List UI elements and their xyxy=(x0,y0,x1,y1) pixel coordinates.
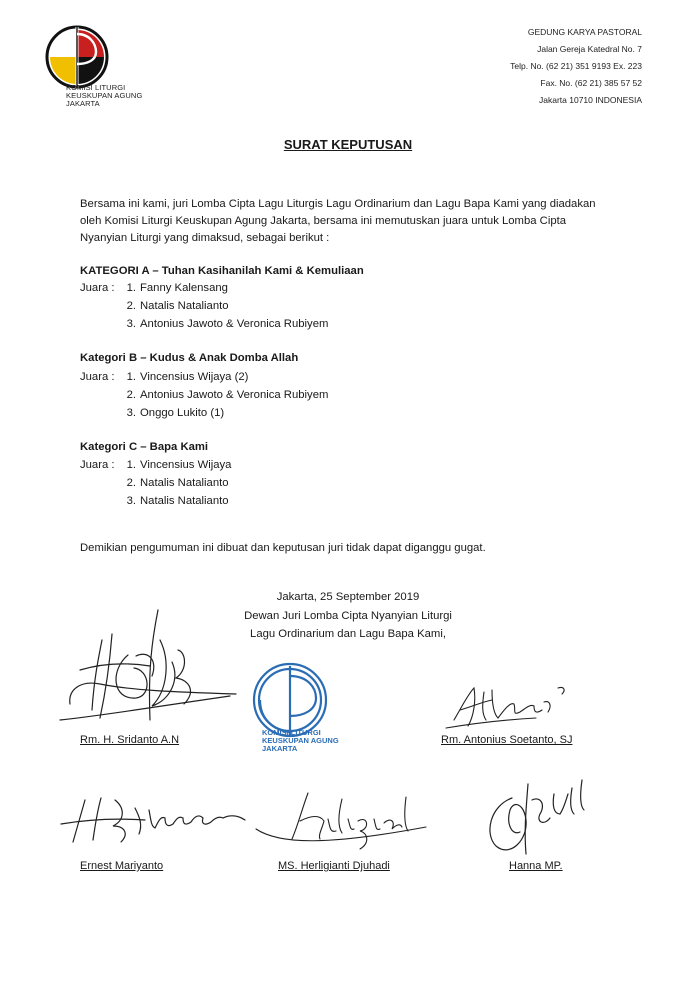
address-line: Telp. No. (62 21) 351 9193 Ex. 223 xyxy=(510,61,642,71)
address-line: Jalan Gereja Katedral No. 7 xyxy=(537,44,642,54)
winner-number: 3. xyxy=(126,318,136,330)
logo-text xyxy=(66,84,142,108)
place-line: Lagu Ordinarium dan Lagu Bapa Kami, xyxy=(250,628,446,640)
signatory-name: Ernest Mariyanto xyxy=(80,860,164,872)
logo-line: KOMISI LITURGI xyxy=(66,83,126,92)
winner-name: Fanny Kalensang xyxy=(140,282,228,294)
place-line: Dewan Juri Lomba Cipta Nyanyian Liturgi xyxy=(244,609,452,622)
signatory-name: Hanna MP. xyxy=(509,860,563,872)
address-line: Jakarta 10710 INDONESIA xyxy=(539,95,642,105)
winner-name: Natalis Natalianto xyxy=(140,477,229,489)
winner-name: Natalis Natalianto xyxy=(140,495,229,507)
winner-number: 1. xyxy=(126,282,136,294)
winner-name: Vincensius Wijaya (2) xyxy=(140,371,249,383)
category-c-heading: Kategori C – Bapa Kami xyxy=(80,441,209,453)
category-a-heading: KATEGORI A – Tuhan Kasihanilah Kami & Kemuliaan xyxy=(80,265,364,277)
juara-label: Juara : xyxy=(80,371,115,383)
intro-paragraph xyxy=(80,196,620,247)
stamp-text xyxy=(262,729,339,752)
winner-number: 3. xyxy=(126,495,136,507)
signatory-name: Rm. Antonius Soetanto, SJ xyxy=(441,734,573,746)
address-block xyxy=(510,24,642,109)
signatory-name: MS. Herligianti Djuhadi xyxy=(278,860,390,872)
stamp-line: JAKARTA xyxy=(262,743,298,753)
signature-herligianti xyxy=(250,785,430,855)
signature-mariyanto xyxy=(55,790,255,850)
official-stamp xyxy=(238,660,378,770)
intro-line: Bersama ini kami, juri Lomba Cipta Lagu Liturgis Lagu Ordinarium dan Lagu Bapa Kami yang diadakan xyxy=(80,198,596,210)
winner-number: 2. xyxy=(126,477,136,489)
place-line: Jakarta, 25 September 2019 xyxy=(276,591,420,603)
category-b-heading: Kategori B – Kudus & Anak Domba Allah xyxy=(80,352,299,364)
winner-name: Vincensius Wijaya xyxy=(140,459,232,471)
document-title: SURAT KEPUTUSAN xyxy=(283,137,413,152)
intro-line: oleh Komisi Liturgi Keuskupan Agung Jakarta, bersama ini memutuskan juara untuk Lomba Cipta xyxy=(80,215,567,227)
signature-soetanto xyxy=(440,680,590,740)
juara-label: Juara : xyxy=(80,459,115,471)
winner-number: 1. xyxy=(126,459,136,471)
stamp-line: KOMISI LITURGI xyxy=(262,728,321,737)
winner-name: Onggo Lukito (1) xyxy=(140,407,225,419)
closing-statement: Demikian pengumuman ini dibuat dan keputusan juri tidak dapat diganggu gugat. xyxy=(80,542,486,554)
komisi-liturgi-logo xyxy=(42,22,112,92)
winner-number: 2. xyxy=(126,389,136,401)
signature-sridanto xyxy=(40,600,240,730)
juara-label: Juara : xyxy=(80,282,115,294)
winner-name: Antonius Jawoto & Veronica Rubiyem xyxy=(140,318,329,330)
stamp-line: KEUSKUPAN AGUNG xyxy=(262,735,339,745)
logo-line: KEUSKUPAN AGUNG xyxy=(66,91,143,100)
winner-number: 3. xyxy=(126,407,136,419)
signatory-name: Rm. H. Sridanto A.N xyxy=(80,734,180,746)
signature-hanna xyxy=(470,770,600,865)
winner-number: 1. xyxy=(126,371,136,383)
winner-name: Antonius Jawoto & Veronica Rubiyem xyxy=(140,389,329,401)
winner-number: 2. xyxy=(126,300,136,312)
address-line: Fax. No. (62 21) 385 57 52 xyxy=(540,78,642,88)
address-line: GEDUNG KARYA PASTORAL xyxy=(527,27,642,37)
winner-name: Natalis Natalianto xyxy=(140,300,229,312)
logo-line: JAKARTA xyxy=(66,99,100,108)
intro-line: Nyanyian Liturgi yang dimaksud, sebagai berikut : xyxy=(80,232,330,244)
